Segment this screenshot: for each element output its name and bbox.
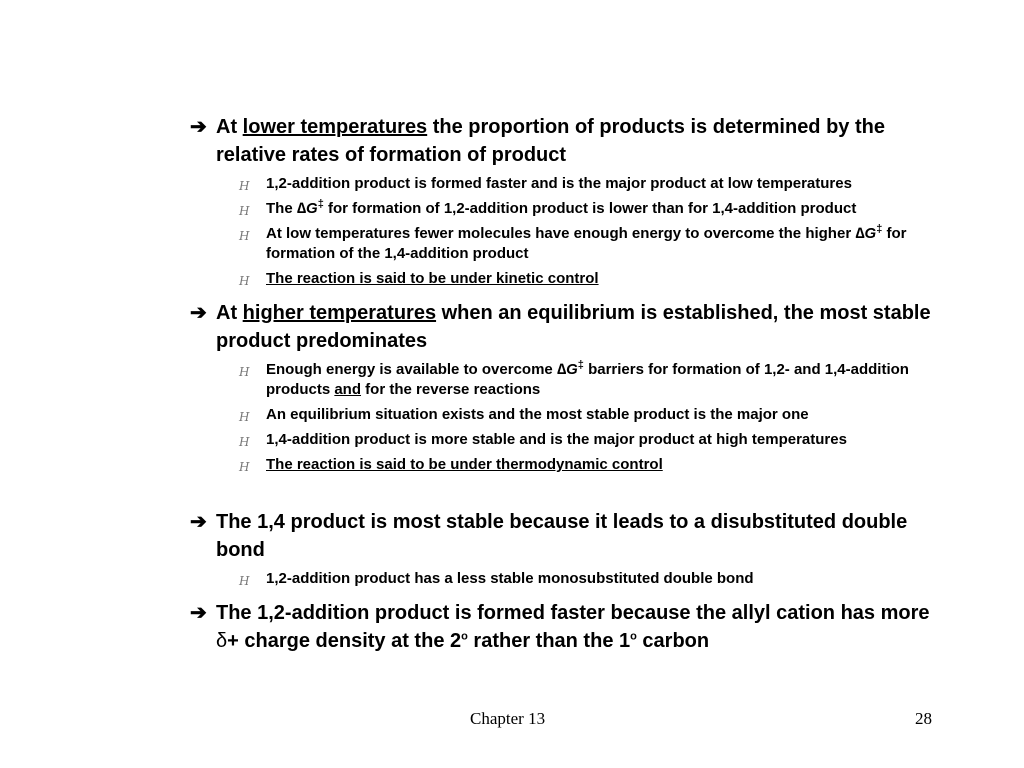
delta-g-symbol: ∆G xyxy=(296,200,318,217)
arrow-bullet-icon: ➔ xyxy=(190,302,207,324)
emphasis-lower-temperatures: lower temperatures xyxy=(242,116,428,138)
sub-bullet: H The ∆G‡ for formation of 1,2-addition product is lower than for 1,4-addition product xyxy=(266,199,950,219)
bullet-higher-temperatures: ➔ At higher temperatures when an equilibrium is established, the most stable product predominates xyxy=(190,299,950,355)
sub-bullet xyxy=(239,269,950,289)
kinetic-control-statement: The reaction is said to be under kinetic control xyxy=(266,270,599,287)
arrow-bullet-icon: ➔ xyxy=(190,602,207,624)
sub-bullet: H 1,2-addition product has a less stable monosubstituted double bond xyxy=(266,569,950,589)
delta-g-symbol: ∆G xyxy=(556,361,578,378)
bullet-lower-temperatures: ➔ At lower temperatures the proportion of products is determined by the relative rates of formation of product xyxy=(190,113,950,169)
sub-bullet: H At low temperatures fewer molecules have enough energy to overcome the higher ∆G‡ for formation of the 1,4-addition product xyxy=(239,223,907,262)
delta-g-symbol: ∆G xyxy=(855,225,877,242)
sub-bullet-icon: H xyxy=(239,229,250,243)
sub-bullet-icon: H xyxy=(239,460,250,474)
sub-bullet-icon: H xyxy=(239,204,250,218)
sub-bullet: H An equilibrium situation exists and the most stable product is the major one xyxy=(266,405,950,425)
sub-bullet xyxy=(239,455,950,475)
footer-page-number: 28 xyxy=(915,709,932,728)
arrow-bullet-icon: ➔ xyxy=(190,116,207,138)
bullet-disubstituted: ➔ The 1,4 product is most stable because it leads to a disubstituted double bond xyxy=(190,508,950,564)
footer-chapter: Chapter 13 xyxy=(470,709,546,728)
delta-symbol: δ xyxy=(216,630,228,652)
bullet-allyl-cation: ➔ The 1,2-addition product is formed faster because the allyl cation has more δ+ charge density at the 2$^o$ rather than the 1$^o$ carbon xyxy=(190,599,950,655)
sub-bullet: H Enough energy is available to overcome ∆G‡ barriers for formation of 1,2- and 1,4-addition products and for the reverse reactions xyxy=(239,359,909,398)
slide-content xyxy=(190,113,950,655)
emphasis-higher-temperatures: higher temperatures xyxy=(242,302,437,324)
arrow-bullet-icon: ➔ xyxy=(190,511,207,533)
sub-bullet-icon: H xyxy=(239,365,250,379)
sub-bullet-icon: H xyxy=(239,179,250,193)
sub-bullet: H 1,2-addition product is formed faster and is the major product at low temperatures xyxy=(266,174,950,194)
thermodynamic-control-statement: The reaction is said to be under thermodynamic control xyxy=(266,456,663,473)
sub-bullet-icon: H xyxy=(239,274,250,288)
sub-bullet: H 1,4-addition product is more stable and is the major product at high temperatures xyxy=(266,430,950,450)
sub-bullet-icon: H xyxy=(239,574,250,588)
sub-bullet-icon: H xyxy=(239,410,250,424)
sub-bullet-icon: H xyxy=(239,435,250,449)
